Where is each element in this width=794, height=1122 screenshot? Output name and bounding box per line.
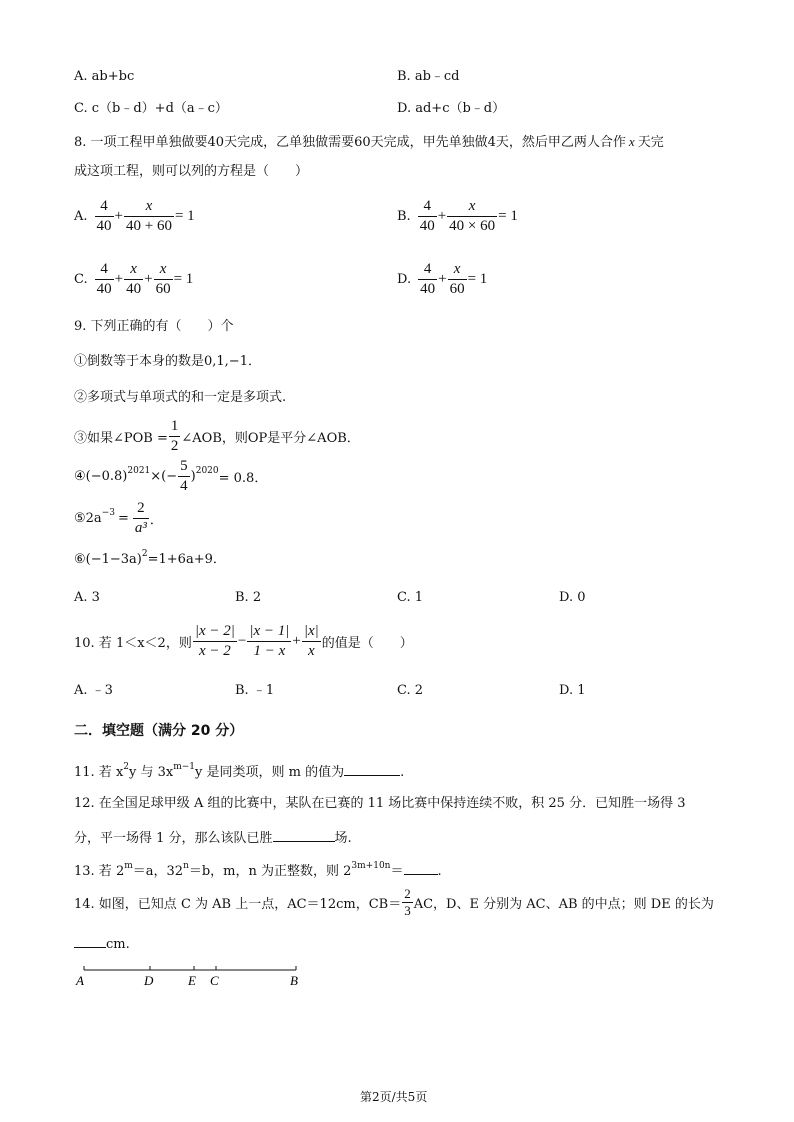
q9-option-c: C. 1 xyxy=(397,590,424,605)
q9-statement-2: ②多项式与单项式的和一定是多项式. xyxy=(74,390,287,405)
q14-line1: 14. 如图，已知点 C 为 AB 上一点，AC＝12cm，CB＝ $\frac{2}{3}$ AC，D、E 分别为 AC、AB 的中点；则 DE 的长为 xyxy=(74,886,714,918)
q12-line2: 分，平一场得 1 分，那么该队已胜 场. xyxy=(74,831,352,846)
answer-blank[interactable] xyxy=(74,935,106,948)
page-footer: 第2页/共5页 xyxy=(360,1090,428,1104)
fraction: $\frac{4}{40}$ xyxy=(96,198,112,234)
q9-statement-3: ③如果∠POB = $\frac{1}{2}$ ∠AOB，则OP是平分∠AOB． xyxy=(74,418,360,454)
q9-statement-5: $⑤2a^{-3}$ = $\frac{2}{\text{a³}}$ ． xyxy=(74,500,163,536)
q8-stem-line2: 成这项工程，则可以列的方程是（ ） xyxy=(74,164,309,179)
fraction: $\frac{x}{40 \times 60}$ xyxy=(449,198,496,234)
fraction: $\frac{|x - 1|}{1 - x}$ xyxy=(249,623,290,659)
answer-blank[interactable] xyxy=(273,829,335,842)
q14-line2: cm. xyxy=(74,935,130,951)
q11: 11. 若 $x^2y$ 与 $3x^{m-1}y$ 是同类项，则 m 的值为 . xyxy=(74,762,405,780)
q9-option-d: D. 0 xyxy=(559,590,586,605)
q7-option-c: C. c（b﹣d）+d（a﹣c） xyxy=(74,101,228,116)
segment-figure xyxy=(70,962,310,992)
answer-blank[interactable] xyxy=(344,763,400,776)
label-d: D xyxy=(144,973,154,988)
fraction: $\frac{4}{40}$ xyxy=(419,198,435,234)
fraction: $\frac{x}{40}$ xyxy=(126,261,142,297)
fraction: $\frac{|x|}{x}$ xyxy=(303,623,319,659)
q9-option-b: B. 2 xyxy=(235,590,262,605)
q8-option-d: D. $\frac{4}{40}$ + $\frac{x}{60}$ = 1 xyxy=(397,261,488,297)
q8-option-a: A. $\frac{4}{40}$ + $\frac{x}{40 + 60}$ = 1 xyxy=(74,198,195,234)
q7-option-b: B. ab﹣cd xyxy=(397,69,460,84)
q9-statement-1: ①倒数等于本身的数是0,1,−1． xyxy=(74,354,261,369)
q10-option-b: B. ﹣1 xyxy=(235,683,275,698)
q12-line1: 12. 在全国足球甲级 A 组的比赛中，某队在已赛的 11 场比赛中保持连续不败，积 25 分．已知胜一场得 3 xyxy=(74,796,686,811)
fraction: $\frac{4}{40}$ xyxy=(420,261,436,297)
q13: 13. 若 $2^m=a$，$32^n=b$，m，n 为正整数，则 $2^{3m+10n}=$ . xyxy=(74,861,442,879)
fraction: $\frac{4}{40}$ xyxy=(96,261,112,297)
answer-blank[interactable] xyxy=(404,862,438,875)
q9-stem: 9. 下列正确的有（ ）个 xyxy=(74,319,234,334)
q7-option-a: A. ab+bc xyxy=(74,69,135,84)
q8-option-b: B. $\frac{4}{40}$ + $\frac{x}{40 \times 60}$ = 1 xyxy=(397,198,518,234)
fraction: $\frac{2}{\text{a³}}$ xyxy=(134,500,147,536)
q8-option-c: C. $\frac{4}{40}$ + $\frac{x}{40}$ + $\frac{x}{60}$ = 1 xyxy=(74,261,194,297)
section-heading: 二．填空题（满分 20 分） xyxy=(74,723,244,739)
q10-option-c: C. 2 xyxy=(397,683,424,698)
q10-stem: 10. 若 1＜x＜2，则 $\frac{|x - 2|}{x - 2}$ − $\frac{|x - 1|}{1 - x}$ + $\frac{|x|}{x}$ 的值是（ ） xyxy=(74,623,413,659)
fraction: $\frac{5}{4}$ xyxy=(180,458,188,494)
label-b: B xyxy=(290,973,298,988)
fraction: $\frac{2}{3}$ xyxy=(404,886,411,918)
label-a: A xyxy=(76,973,84,988)
q7-option-d: D. ad+c（b﹣d） xyxy=(397,101,506,116)
label-c: C xyxy=(210,973,219,988)
q10-option-a: A. ﹣3 xyxy=(74,683,113,698)
q9-option-a: A. 3 xyxy=(74,590,100,605)
q10-option-d: D. 1 xyxy=(559,683,586,698)
label-e: E xyxy=(188,973,196,988)
fraction: $\frac{x}{60}$ xyxy=(155,261,171,297)
q8-stem-line1: 8. 一项工程甲单独做要40天完成，乙单独做需要60天完成，甲先单独做4天，然后甲乙两人合作 x 天完 xyxy=(74,134,664,150)
fraction: $\frac{x}{40 + 60}$ xyxy=(126,198,172,234)
fraction: $\frac{|x - 2|}{x - 2}$ xyxy=(194,623,235,659)
q9-statement-4: $④(-0.8)^{2021}\times(-$ $\frac{5}{4}$ )$^{2020}$= 0.8． xyxy=(74,458,268,494)
fraction: $\frac{x}{60}$ xyxy=(449,261,465,297)
fraction: $\frac{1}{2}$ xyxy=(170,418,179,454)
q9-statement-6: $⑥(-1-3a)^2=1+6a+9$． xyxy=(74,549,226,567)
